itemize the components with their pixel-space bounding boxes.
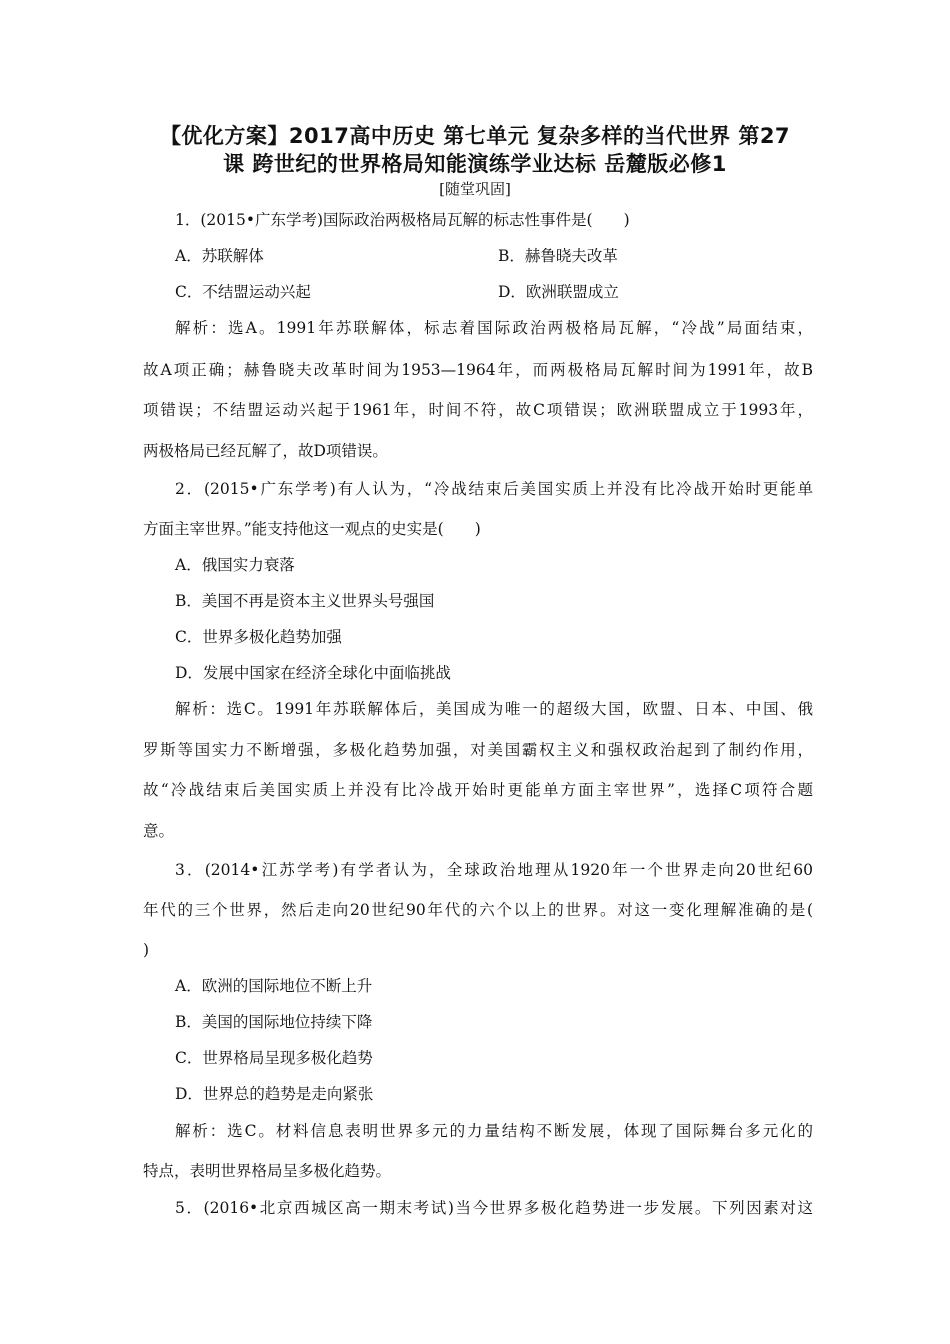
q3-analysis-line: 解析：选C。材料信息表明世界多元的力量结构不断发展，体现了国际舞台多元化的: [175, 1122, 813, 1140]
q2-option-a: A．俄国实力衰落: [175, 556, 295, 574]
section-subtitle: [随堂巩固]: [439, 180, 511, 198]
q1-stem: 1．(2015•广东学考)国际政治两极格局瓦解的标志性事件是( ): [175, 211, 630, 229]
q3-analysis-line: 特点，表明世界格局呈多极化趋势。: [143, 1162, 392, 1180]
q1-option-b: B．赫鲁晓夫改革: [498, 247, 618, 265]
q2-analysis-line: 罗斯等国实力不断增强，多极化趋势加强，对美国霸权主义和强权政治起到了制约作用，: [143, 741, 813, 759]
q1-analysis-line: 故A项正确；赫鲁晓夫改革时间为1953—1964年，而两极格局瓦解时间为1991年，故B: [143, 361, 813, 379]
q1-option-a: A．苏联解体: [175, 247, 264, 265]
title-line-2: 课 跨世纪的世界格局知能演练学业达标 岳麓版必修1: [223, 152, 727, 176]
q1-analysis-line: 解析：选A。1991年苏联解体，标志着国际政治两极格局瓦解，“冷战”局面结束，: [175, 319, 813, 337]
q3-option-b: B．美国的国际地位持续下降: [175, 1013, 373, 1031]
q2-stem-line-1: 2．(2015•广东学考)有人认为，“冷战结束后美国实质上并没有比冷战开始时更能单: [175, 480, 813, 498]
q3-stem-line-3: ): [143, 941, 150, 959]
q2-option-d: D．发展中国家在经济全球化中面临挑战: [175, 664, 451, 682]
q3-stem-line-1: 3．(2014•江苏学考)有学者认为，全球政治地理从1920年一个世界走向20世纪60: [175, 861, 813, 879]
q2-analysis-line: 意。: [143, 822, 175, 840]
q2-stem-line-2: 方面主宰世界。”能支持他这一观点的史实是( ): [143, 520, 481, 538]
q2-analysis-line: 解析：选C。1991年苏联解体后，美国成为唯一的超级大国，欧盟、日本、中国、俄: [175, 700, 813, 718]
document-title: [140, 122, 810, 178]
q3-option-c: C．世界格局呈现多极化趋势: [175, 1049, 373, 1067]
q3-stem-line-2: 年代的三个世界，然后走向20世纪90年代的六个以上的世界。对这一变化理解准确的是(: [143, 901, 813, 919]
q3-option-a: A．欧洲的国际地位不断上升: [175, 977, 373, 995]
q5-stem-line-1: 5．(2016•北京西城区高一期末考试)当今世界多极化趋势进一步发展。下列因素对这: [175, 1199, 813, 1217]
q1-option-d: D．欧洲联盟成立: [498, 283, 619, 301]
q1-option-c: C．不结盟运动兴起: [175, 283, 311, 301]
q1-analysis-line: 两极格局已经瓦解了，故D项错误。: [143, 442, 388, 460]
q2-option-b: B．美国不再是资本主义世界头号强国: [175, 592, 435, 610]
q2-option-c: C．世界多极化趋势加强: [175, 628, 342, 646]
q1-analysis-line: 项错误；不结盟运动兴起于1961年，时间不符，故C项错误；欧洲联盟成立于1993年，: [143, 401, 813, 419]
title-line-1: 【优化方案】2017高中历史 第七单元 复杂多样的当代世界 第27: [159, 124, 791, 148]
q3-option-d: D．世界总的趋势是走向紧张: [175, 1085, 374, 1103]
q2-analysis-line: 故“冷战结束后美国实质上并没有比冷战开始时更能单方面主宰世界”，选择C项符合题: [143, 781, 813, 799]
